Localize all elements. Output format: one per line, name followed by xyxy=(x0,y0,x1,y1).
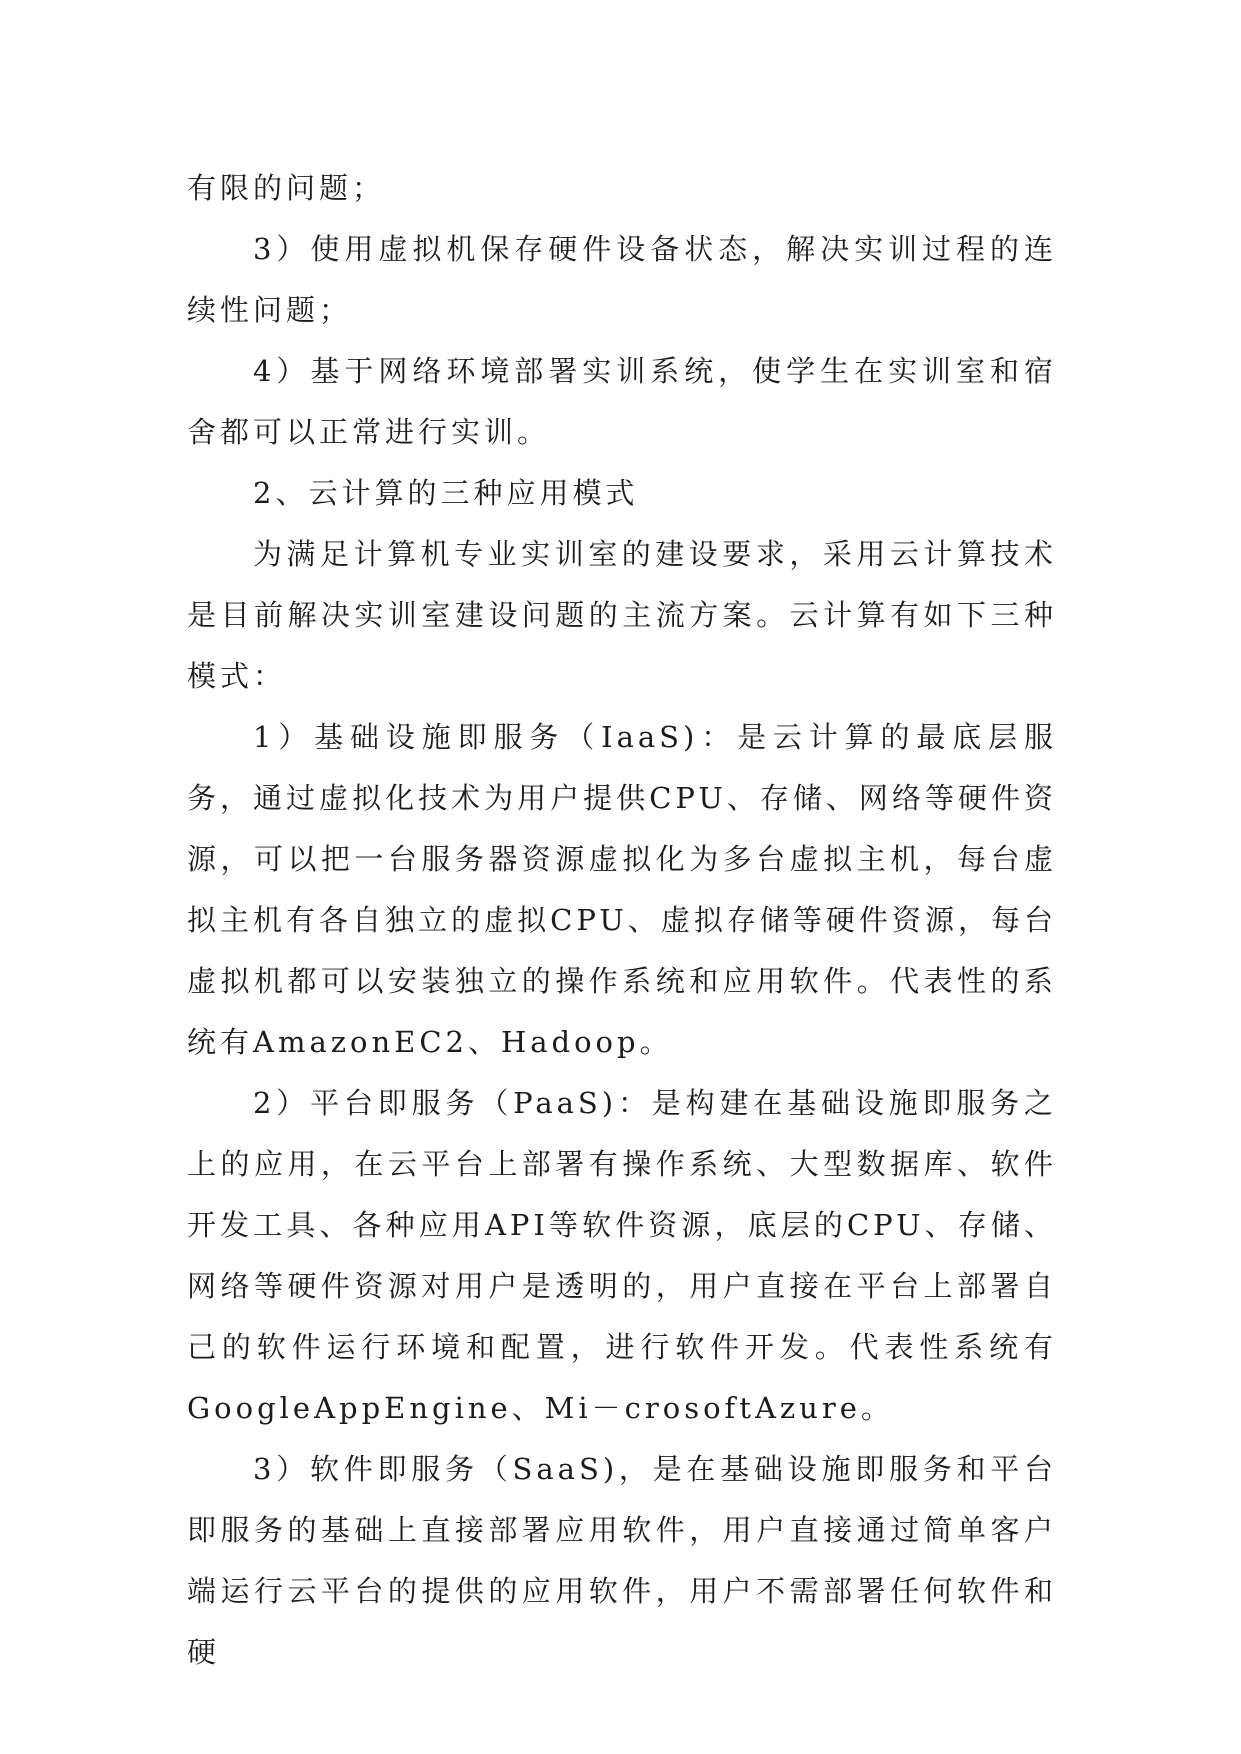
document-body xyxy=(187,158,1057,1683)
paragraph-continuation: 有限的问题； xyxy=(187,171,386,205)
paragraph-item-4-network-deploy: 4）基于网络环境部署实训系统，使学生在实训室和宿舍都可以正常进行实训。 xyxy=(187,354,1057,449)
paragraph-item-3-vm-state: 3）使用虚拟机保存硬件设备状态，解决实训过程的连续性问题； xyxy=(187,232,1057,327)
paragraph-cloud-intro: 为满足计算机专业实训室的建设要求，采用云计算技术是目前解决实训室建设问题的主流方案。云计算有如下三种模式： xyxy=(187,537,1057,693)
paragraph-saas: 3）软件即服务（SaaS)，是在基础设施即服务和平台即服务的基础上直接部署应用软件，用户直接通过简单客户端运行云平台的提供的应用软件，用户不需部署任何软件和硬 xyxy=(187,1452,1057,1669)
section-heading-cloud-modes: 2、云计算的三种应用模式 xyxy=(253,476,639,510)
paragraph-paas: 2）平台即服务（PaaS)：是构建在基础设施即服务之上的应用，在云平台上部署有操作系统、大型数据库、软件开发工具、各种应用API等软件资源，底层的CPU、存储、网络等硬件资源对用户是透明的，用户直接在平台上部署自己的软件运行环境和配置，进行软件开发。代表性系统有GoogleAppEngine、Mi－crosoftAzure。 xyxy=(187,1086,1057,1425)
paragraph-iaas: 1）基础设施即服务（IaaS)：是云计算的最底层服务，通过虚拟化技术为用户提供CPU、存储、网络等硬件资源，可以把一台服务器资源虚拟化为多台虚拟主机，每台虚拟主机有各自独立的虚拟CPU、虚拟存储等硬件资源，每台虚拟机都可以安装独立的操作系统和应用软件。代表性的系统有AmazonEC2、Hadoop。 xyxy=(187,720,1057,1059)
